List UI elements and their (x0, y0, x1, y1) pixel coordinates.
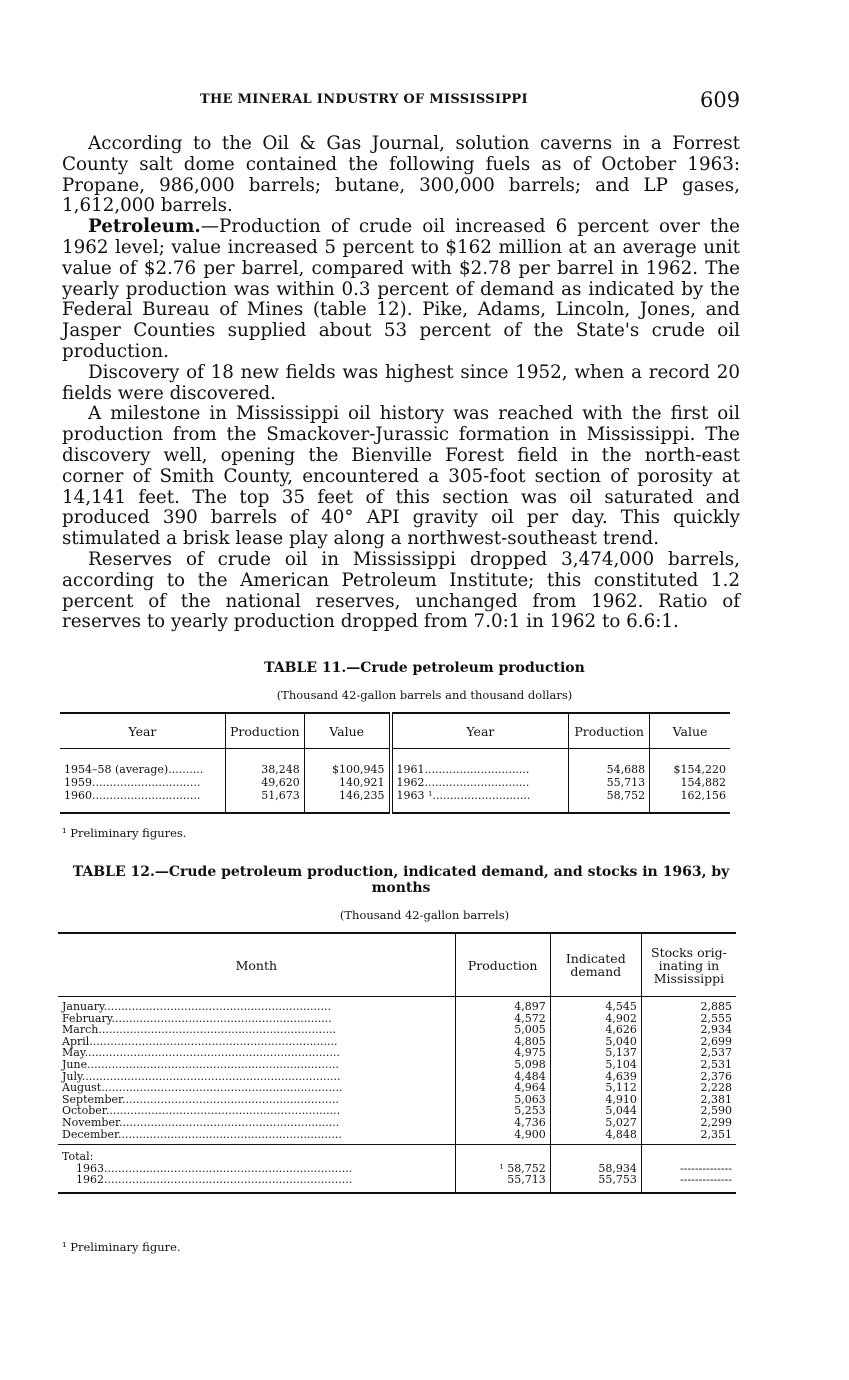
table11-header-row (60, 713, 730, 749)
table12-stocks: 2,885 2,555 2,934 2,699 2,537 2,531 2,376 2,228 2,381 2,590 2,299 2,351 (641, 997, 736, 1145)
table12-total-stocks: -------------- -------------- (641, 1145, 736, 1193)
petroleum-run-in-head: Petroleum. (88, 216, 201, 238)
table11-title: TABLE 11.—Crude petroleum production (264, 660, 585, 676)
table11-header-year: Year (60, 713, 225, 749)
table11-left-production: 38,248 49,620 51,673 (225, 749, 304, 814)
table12-title: TABLE 12.—Crude petroleum production, indicated demand, and stocks in 1963, by months (72, 864, 730, 896)
table12-total-row (58, 1145, 736, 1193)
table11-units: (Thousand 42-gallon barrels and thousand dollars) (276, 688, 573, 702)
table11-data-row (60, 749, 730, 814)
table11-right-production: 54,688 55,713 58,752 (569, 749, 650, 814)
page-number: 609 (700, 88, 741, 112)
body-text (62, 134, 740, 633)
table12-units: (Thousand 42-gallon barrels) (339, 908, 510, 922)
table11-header-value: Value (304, 713, 390, 749)
table11 (60, 712, 730, 814)
table12-demand: 4,545 4,902 4,626 5,040 5,137 5,104 4,639 5,112 4,910 5,044 5,027 4,848 (550, 997, 641, 1145)
table12-months: January................................................................. February............................................................... March.................................................................... April....................................................................... May......................................................................... June........................................................................ July.......................................................................... August..................................................................... September.............................................................. October................................................................... November............................................................... December................................................................ (62, 1000, 343, 1141)
paragraph-petroleum (62, 217, 740, 363)
paragraph-caverns: According to the Oil & Gas Journal, solution caverns in a Forrest County salt dome contained the following fuels as of October 1963: Propane, 986,000 barrels; butane, 300,000 barrels; and LP gases, 1,612,000 barrels. (62, 133, 740, 217)
table11-right-value: $154,220 154,882 162,156 (650, 749, 730, 814)
table12-footnote: ¹ Preliminary figure. (62, 1240, 181, 1254)
table11-right-years: 1961.............................. 1962.............................. 1963 ¹............................ (391, 749, 569, 814)
table12-months-row (58, 997, 736, 1145)
paragraph-discovery: Discovery of 18 new fields was highest since 1952, when a record 20 fields were discovered. (62, 361, 740, 404)
table12-header-stocks: Stocks orig-inating in Mississippi (641, 933, 736, 997)
table12-header-row (58, 933, 736, 997)
table12-header-production: Production (455, 933, 550, 997)
paragraph-reserves: Reserves of crude oil in Mississippi dropped 3,474,000 barrels, according to the American Petroleum Institute; this constituted 1.2 percent of the national reserves, unchanged from 1962. Ratio of reserves to yearly production dropped from 7.0:1 in 1962 to 6.6:1. (62, 548, 740, 633)
table11-header-year-2: Year (391, 713, 569, 749)
table11-header-value-2: Value (650, 713, 730, 749)
table12-header-demand: Indicated demand (550, 933, 641, 997)
table11-footnote: ¹ Preliminary figures. (62, 826, 187, 840)
table12 (58, 932, 736, 1194)
running-title: THE MINERAL INDUSTRY OF MISSISSIPPI (200, 92, 528, 107)
paragraph-milestone: A milestone in Mississippi oil history was reached with the first oil production from the Smackover-Jurassic formation in Mississippi. The discovery well, opening the Bienville Forest field in the north-east corner of Smith County, encountered a 305-foot section of porosity at 14,141 feet. The top 35 feet of this section was oil saturated and produced 390 barrels of 40° API gravity oil per day. This quickly stimulated a brisk lease play along a northwest-southeast trend. (62, 403, 740, 550)
table12-production: 4,897 4,572 5,005 4,805 4,975 5,098 4,484 4,964 5,063 5,253 4,736 4,900 (455, 997, 550, 1145)
table11-left-value: $100,945 140,921 146,235 (304, 749, 390, 814)
table12-total-demand: 58,934 55,753 (550, 1145, 641, 1193)
table11-header-production-2: Production (569, 713, 650, 749)
running-header (0, 90, 849, 114)
petroleum-text: —Production of crude oil increased 6 percent over the 1962 level; value increased 5 percent to $162 million at an average unit value of $2.76 per barrel, compared with $2.78 per barrel in 1962. The yearly production was within 0.3 percent of demand as indicated by the Federal Bureau of Mines (table 12). Pike, Adams, Lincoln, Jones, and Jasper Counties supplied about 53 percent of the State's crude oil production. (62, 216, 740, 362)
table12-total-label: Total: 1963....................................................................... 1962....................................................................... (58, 1145, 455, 1193)
table11-header-production: Production (225, 713, 304, 749)
table11-left-years: 1954–58 (average).......... 1959............................... 1960............................... (64, 763, 204, 802)
table12-header-month: Month (58, 933, 455, 997)
table12-total-production: ¹ 58,752 55,713 (455, 1145, 550, 1193)
